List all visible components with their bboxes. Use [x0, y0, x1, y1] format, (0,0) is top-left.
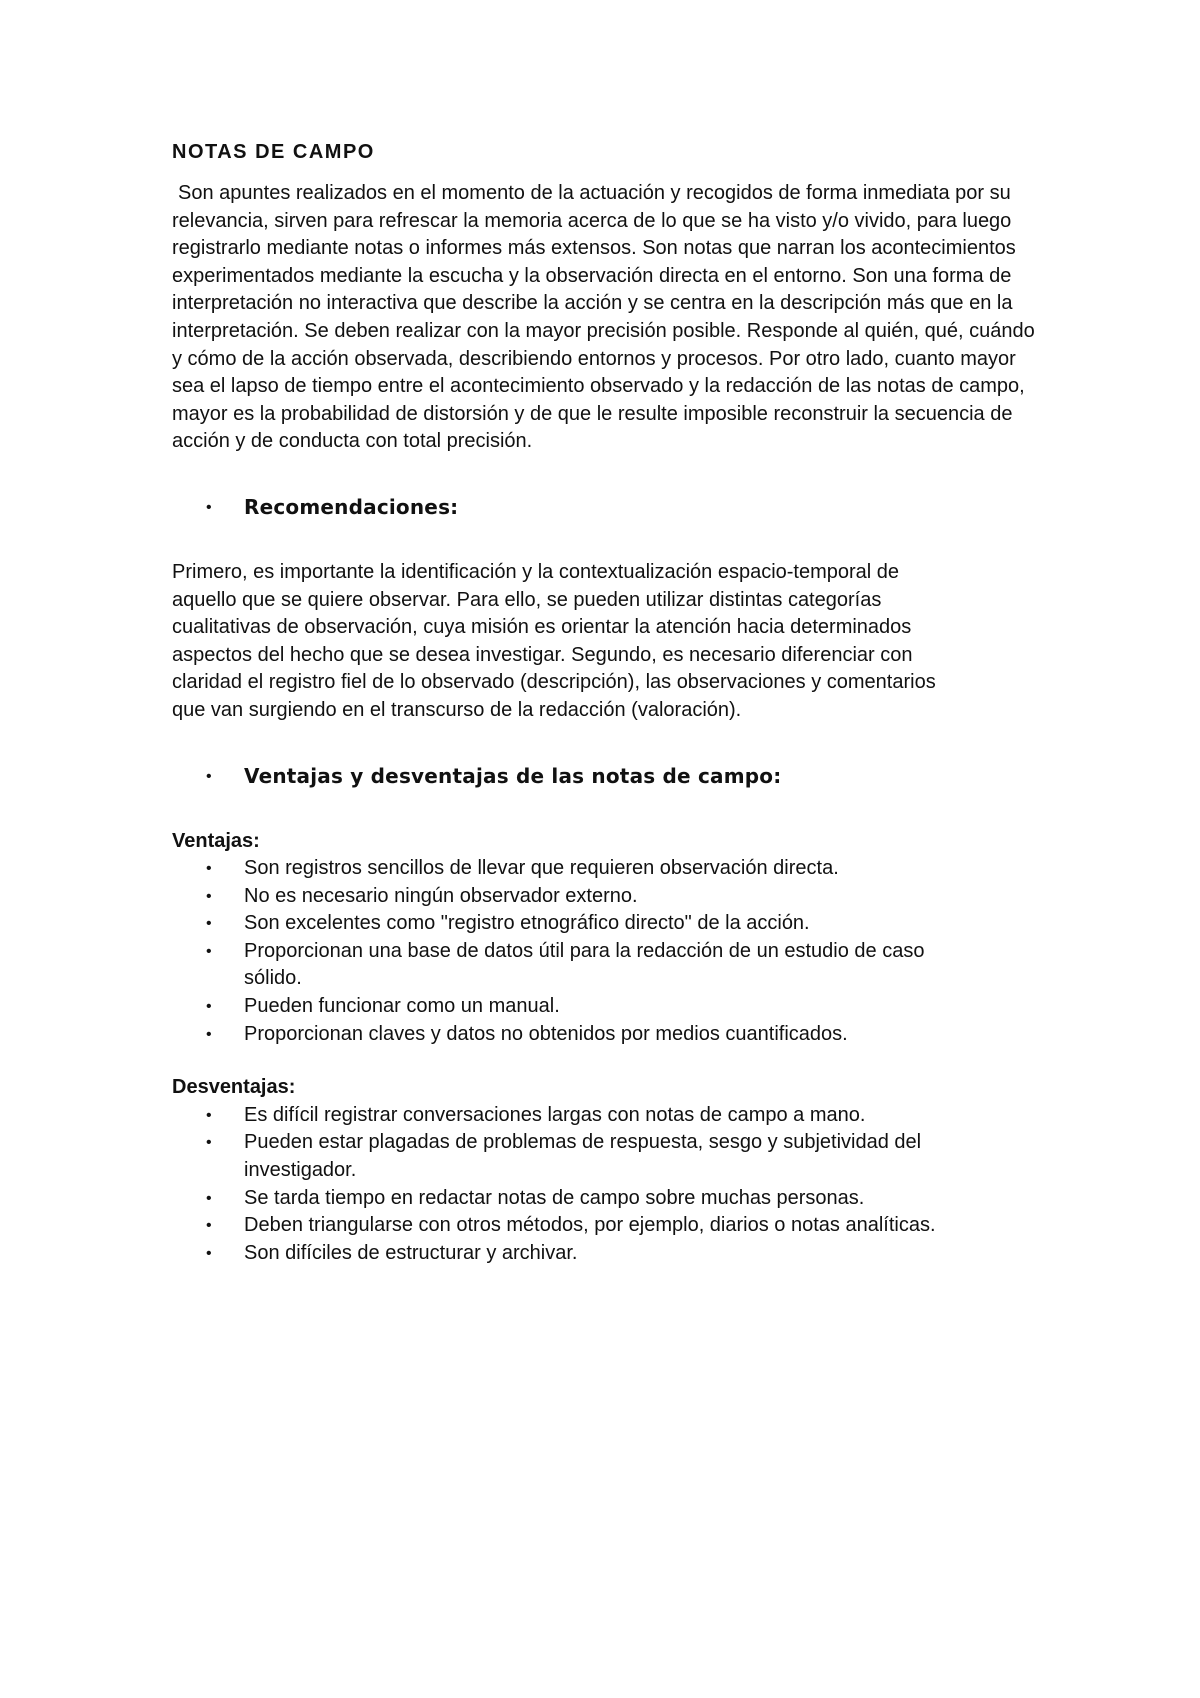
desventaja-item [172, 1129, 1072, 1184]
recommendations-heading [172, 494, 1072, 521]
bullet-icon: • [206, 767, 212, 785]
document-page [172, 140, 1072, 1267]
ventaja-item [172, 883, 1072, 911]
bullet-icon: • [206, 1189, 212, 1207]
ventaja-item-text: Son registros sencillos de llevar que requieren observación directa. [244, 857, 839, 880]
bullet-icon: • [206, 915, 212, 933]
pros-cons-heading [172, 763, 1072, 790]
desventaja-item [172, 1212, 1072, 1240]
recommendations-paragraph: Primero, es importante la identificación y la contextualización espacio-temporal de aquello que se quiere observar. Para ello, se pueden utilizar distintas categorías cualitativas de observación, cuya misión es orientar la atención hacia determinados aspectos del hecho que se desea investigar. Segundo, es necesario diferenciar con claridad el registro fiel de lo observado (descripción), las observaciones y comentarios que van surgiendo en el transcurso de la redacción (valoración). [172, 560, 936, 721]
pros-cons-heading-text: Ventajas y desventajas de las notas de campo: [244, 763, 782, 788]
desventaja-item [172, 1185, 1072, 1213]
spacer [172, 1048, 1072, 1074]
desventaja-item-text: Son difíciles de estructurar y archivar. [244, 1241, 578, 1264]
ventajas-list [172, 855, 1072, 1048]
bullet-icon: • [206, 1025, 212, 1043]
ventaja-item [172, 910, 1072, 938]
ventaja-item [172, 855, 1072, 883]
ventajas-label: Ventajas: [172, 829, 260, 852]
desventaja-item-text: Es difícil registrar conversaciones largas con notas de campo a mano. [244, 1103, 866, 1126]
bullet-icon: • [206, 942, 212, 960]
bullet-icon: • [206, 887, 212, 905]
desventaja-item [172, 1240, 1072, 1268]
ventaja-item-text: Son excelentes como "registro etnográfico directo" de la acción. [244, 912, 810, 935]
ventaja-item-text: Proporcionan claves y datos no obtenidos por medios cuantificados. [244, 1022, 848, 1045]
desventajas-label: Desventajas: [172, 1076, 296, 1099]
ventaja-item-text: Proporcionan una base de datos útil para la redacción de un estudio de caso sólido. [244, 939, 925, 990]
bullet-icon: • [206, 1217, 212, 1235]
bullet-icon: • [206, 860, 212, 878]
ventaja-item [172, 938, 1072, 993]
ventaja-item [172, 993, 1072, 1021]
ventaja-item [172, 1021, 1072, 1049]
desventajas-list [172, 1102, 1072, 1268]
ventaja-item-text: No es necesario ningún observador externo. [244, 884, 638, 907]
bullet-icon: • [206, 498, 212, 516]
desventaja-item [172, 1102, 1072, 1130]
desventaja-item-text: Se tarda tiempo en redactar notas de campo sobre muchas personas. [244, 1186, 865, 1209]
recommendations-heading-text: Recomendaciones: [244, 494, 459, 519]
bullet-icon: • [206, 1134, 212, 1152]
ventaja-item-text: Pueden funcionar como un manual. [244, 995, 560, 1018]
bullet-icon: • [206, 998, 212, 1016]
intro-paragraph: Son apuntes realizados en el momento de la actuación y recogidos de forma inmediata por su relevancia, sirven para refrescar la memoria acerca de lo que se ha visto y/o vivido, para luego registrarlo mediante notas o informes más extensos. Son notas que narran los acontecimientos experimentados mediante la escucha y la observación directa en el entorno. Son una forma de interpretación no interactiva que describe la acción y se centra en la descripción más que en la interpretación. Se deben realizar con la mayor precisión posible. Responde al quién, qué, cuándo y cómo de la acción observada, describiendo entornos y procesos. Por otro lado, cuanto mayor sea el lapso de tiempo entre el acontecimiento observado y la redacción de las notas de campo, mayor es la probabilidad de distorsión y de que le resulte imposible reconstruir la secuencia de acción y de conducta con total precisión. [172, 182, 1035, 453]
desventaja-item-text: Pueden estar plagadas de problemas de respuesta, sesgo y subjetividad del investigador. [244, 1131, 922, 1182]
desventaja-item-text: Deben triangularse con otros métodos, por ejemplo, diarios o notas analíticas. [244, 1214, 936, 1237]
document-title: NOTAS DE CAMPO [172, 141, 375, 163]
bullet-icon: • [206, 1106, 212, 1124]
bullet-icon: • [206, 1244, 212, 1262]
